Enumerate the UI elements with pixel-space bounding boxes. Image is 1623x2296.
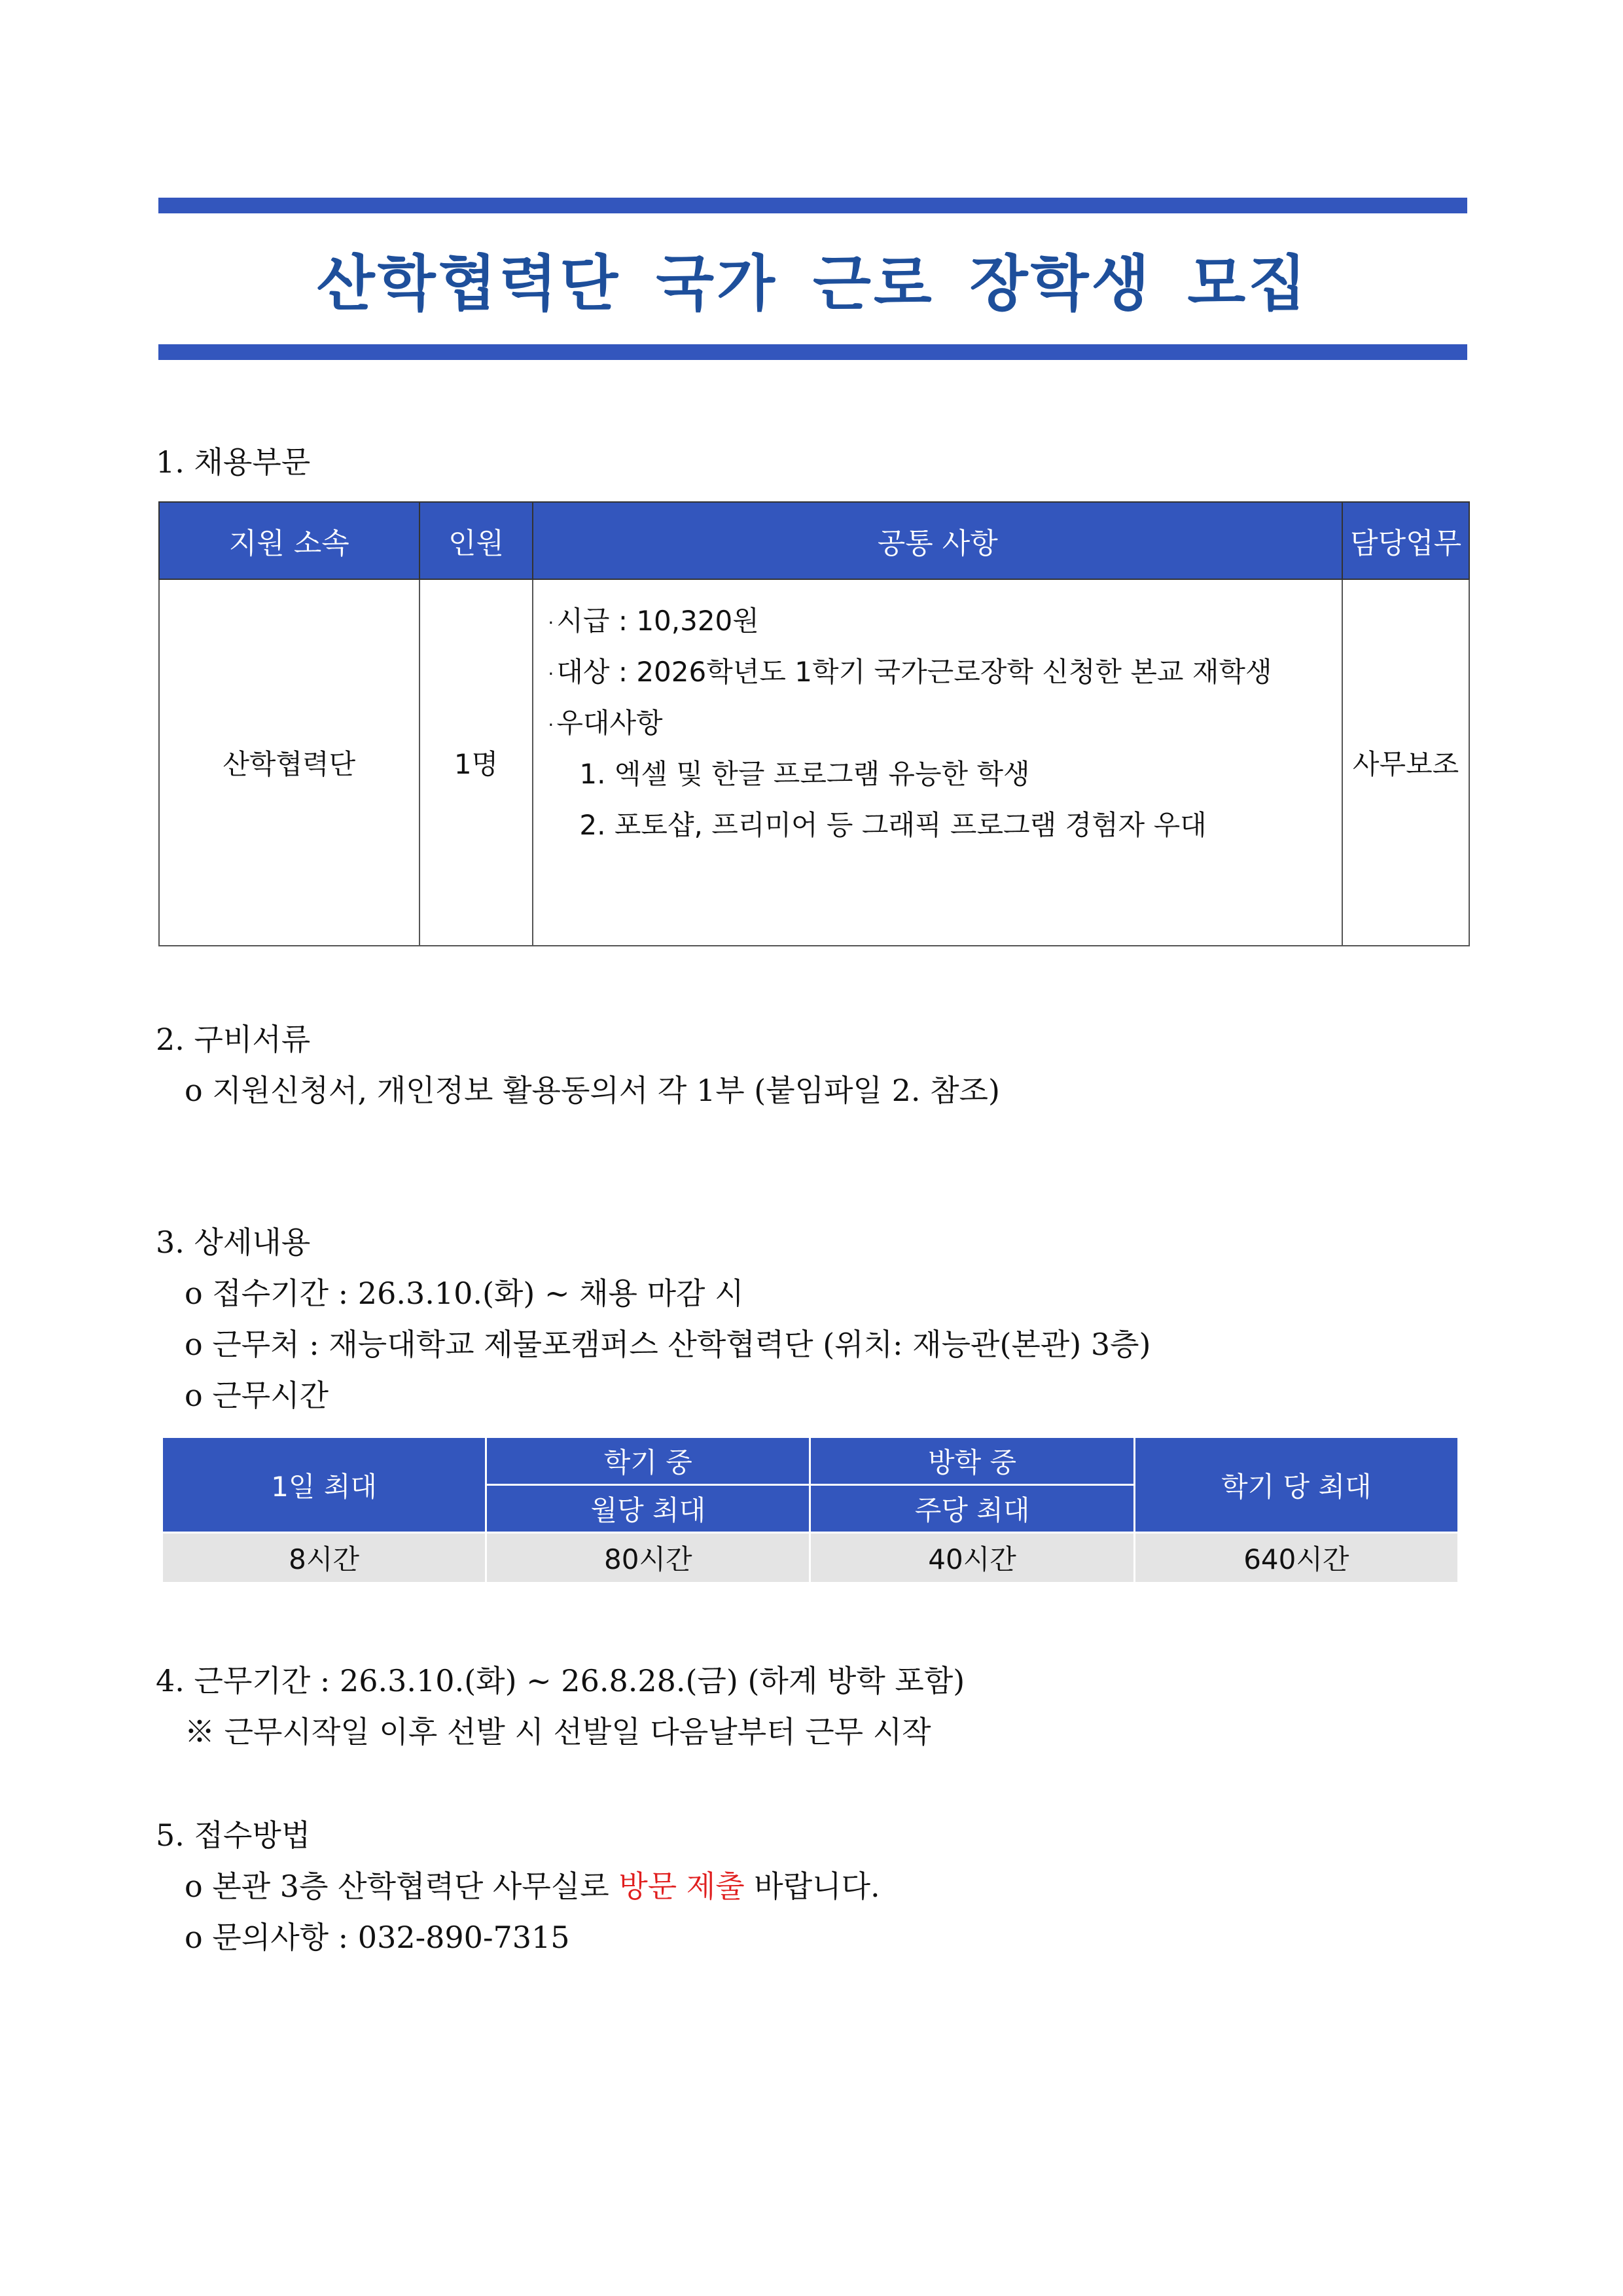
section4-heading: 4. 근무기간 : 26.3.10.(화) ~ 26.8.28.(금) (하계 방학 포함) bbox=[156, 1663, 965, 1698]
submit-highlight: 방문 제출 bbox=[618, 1869, 745, 1904]
bullet-dot: · bbox=[548, 713, 554, 736]
cell-common bbox=[533, 579, 1342, 946]
value-daily: 8시간 bbox=[162, 1533, 486, 1583]
header-count: 인원 bbox=[419, 502, 533, 579]
section3-item-period: o 접수기간 : 26.3.10.(화) ~ 채용 마감 시 bbox=[185, 1276, 744, 1311]
header-monthly-max: 월당 최대 bbox=[486, 1485, 810, 1533]
common-line-target bbox=[548, 647, 1342, 698]
wage-text: 시급 : 10,320원 bbox=[556, 605, 759, 637]
header-per-semester-max: 학기 당 최대 bbox=[1134, 1437, 1458, 1533]
section3-item-hours: o 근무시간 bbox=[185, 1378, 329, 1413]
bottom-rule bbox=[158, 344, 1467, 360]
bullet-dot: · bbox=[548, 662, 554, 685]
page-title: 산학협력단 국가 근로 장학생 모집 bbox=[316, 249, 1310, 319]
header-duty: 담당업무 bbox=[1342, 502, 1469, 579]
top-rule bbox=[158, 198, 1467, 213]
common-line-wage bbox=[548, 596, 1342, 647]
preference-text: 우대사항 bbox=[556, 707, 663, 739]
cell-count: 1명 bbox=[419, 579, 533, 946]
common-line-preference bbox=[548, 698, 1342, 749]
recruitment-table bbox=[158, 501, 1470, 946]
section3-heading: 3. 상세내용 bbox=[156, 1225, 311, 1260]
value-monthly: 80시간 bbox=[486, 1533, 810, 1583]
value-semester: 640시간 bbox=[1134, 1533, 1458, 1583]
header-common: 공통 사항 bbox=[533, 502, 1342, 579]
table-row bbox=[162, 1533, 1459, 1583]
target-text: 대상 : 2026학년도 1학기 국가근로장학 신청한 본교 재학생 bbox=[556, 656, 1272, 688]
section2-item: o 지원신청서, 개인정보 활용동의서 각 1부 (붙임파일 2. 참조) bbox=[185, 1073, 1000, 1108]
table-row bbox=[159, 579, 1469, 946]
section2-heading: 2. 구비서류 bbox=[156, 1022, 311, 1057]
section5-heading: 5. 접수방법 bbox=[156, 1818, 311, 1853]
section1-heading: 1. 채용부문 bbox=[156, 444, 311, 480]
bullet-dot: · bbox=[548, 611, 554, 634]
header-weekly-max: 주당 최대 bbox=[810, 1485, 1134, 1533]
section4-note: ※ 근무시작일 이후 선발 시 선발일 다음날부터 근무 시작 bbox=[185, 1714, 931, 1749]
header-org: 지원 소속 bbox=[159, 502, 419, 579]
section5-item-submit bbox=[185, 1863, 880, 1906]
hours-header-row-1 bbox=[162, 1437, 1459, 1485]
header-daily-max: 1일 최대 bbox=[162, 1437, 486, 1533]
section3-item-location: o 근무처 : 재능대학교 제물포캠퍼스 산학협력단 (위치: 재능관(본관) 3층) bbox=[185, 1327, 1151, 1362]
work-hours-table bbox=[161, 1436, 1459, 1584]
cell-org: 산학협력단 bbox=[159, 579, 419, 946]
preference-item-1: 1. 엑셀 및 한글 프로그램 유능한 학생 bbox=[579, 758, 1030, 790]
preference-item-2: 2. 포토샵, 프리미어 등 그래픽 프로그램 경험자 우대 bbox=[579, 809, 1207, 841]
header-semester: 학기 중 bbox=[486, 1437, 810, 1485]
cell-duty: 사무보조 bbox=[1342, 579, 1469, 946]
submit-text-pre: o 본관 3층 산학협력단 사무실로 bbox=[185, 1869, 619, 1904]
table-header-row bbox=[159, 502, 1469, 579]
submit-text-post: 바랍니다. bbox=[744, 1869, 880, 1904]
value-weekly: 40시간 bbox=[810, 1533, 1134, 1583]
header-vacation: 방학 중 bbox=[810, 1437, 1134, 1485]
section5-item-contact: o 문의사항 : 032-890-7315 bbox=[185, 1920, 570, 1955]
